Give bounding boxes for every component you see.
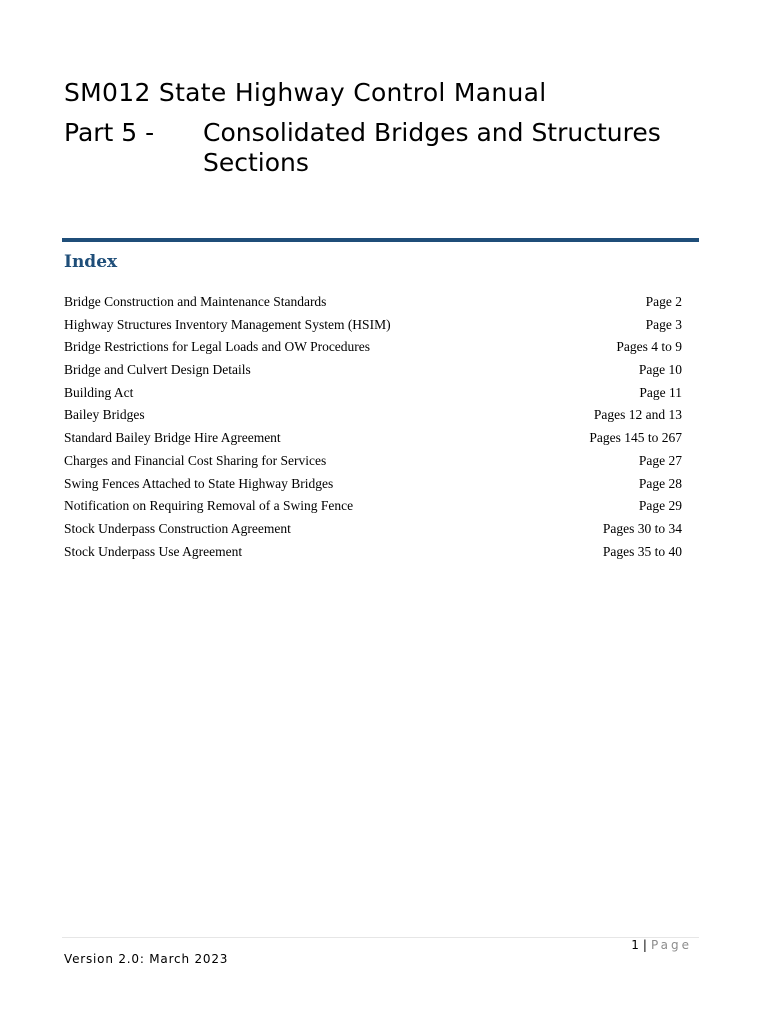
index-item-pages: Page 28 (638, 475, 682, 491)
index-item[interactable] (64, 542, 682, 565)
index-item[interactable] (64, 292, 682, 315)
index-item-label: Building Act (64, 384, 134, 400)
footer-divider (62, 937, 699, 938)
index-item-pages: Page 29 (638, 498, 682, 514)
index-item[interactable] (64, 405, 682, 428)
index-item-pages: Pages 35 to 40 (602, 543, 682, 559)
index-item-label: Stock Underpass Use Agreement (64, 543, 243, 559)
part-label: Part 5 - (64, 118, 155, 147)
index-item-pages: Page 11 (639, 384, 682, 400)
page-number-value: 1 (631, 938, 640, 952)
index-item-pages: Page 3 (645, 316, 682, 332)
index-item[interactable] (64, 315, 682, 338)
index-item-label: Bridge and Culvert Design Details (64, 362, 251, 378)
page-word: Page (650, 938, 692, 952)
index-heading: Index (64, 252, 118, 272)
index-item[interactable] (64, 519, 682, 542)
index-item-label: Bridge Construction and Maintenance Standards (64, 294, 327, 309)
index-item-label: Charges and Financial Cost Sharing for Services (64, 452, 327, 468)
index-item-pages: Pages 30 to 34 (602, 520, 682, 536)
index-item[interactable] (64, 474, 682, 497)
index-item-label: Stock Underpass Construction Agreement (64, 520, 291, 536)
index-item[interactable] (64, 337, 682, 360)
index-item[interactable] (64, 360, 682, 383)
index-item[interactable] (64, 428, 682, 451)
page-number (631, 938, 692, 952)
part-title: Consolidated Bridges and Structures Sections (203, 118, 661, 177)
index-item-pages: Page 27 (638, 452, 682, 468)
index-item-pages: Pages 4 to 9 (616, 339, 682, 355)
section-divider (62, 238, 699, 242)
index-item-label: Standard Bailey Bridge Hire Agreement (64, 430, 281, 446)
index-item-label: Bridge Restrictions for Legal Loads and OW Procedures (64, 339, 371, 355)
index-item-pages: Page 10 (638, 362, 682, 378)
index-item-pages: Pages 12 and 13 (593, 407, 682, 423)
document-title: SM012 State Highway Control Manual (64, 78, 547, 107)
index-item-pages: Page 2 (645, 294, 682, 309)
index-item[interactable] (64, 451, 682, 474)
index-list (64, 292, 682, 564)
version-label: Version 2.0: March 2023 (64, 952, 229, 966)
index-item-label: Highway Structures Inventory Management System (HSIM) (64, 316, 391, 332)
index-item[interactable] (64, 496, 682, 519)
index-item-label: Swing Fences Attached to State Highway Bridges (64, 475, 334, 491)
index-item[interactable] (64, 383, 682, 406)
index-item-label: Bailey Bridges (64, 407, 145, 423)
index-item-pages: Pages 145 to 267 (589, 430, 682, 446)
page-number-separator: | (642, 938, 648, 952)
index-item-label: Notification on Requiring Removal of a Swing Fence (64, 498, 354, 514)
